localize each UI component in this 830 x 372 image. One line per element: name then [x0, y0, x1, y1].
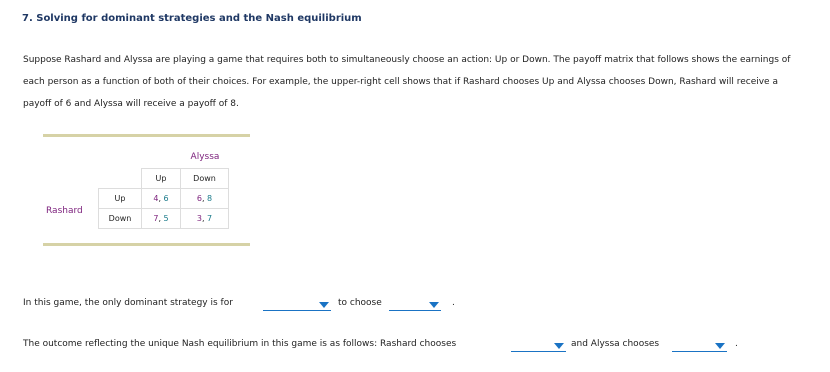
- matrix-top-rule: [43, 134, 250, 137]
- q2-alyssa-dropdown[interactable]: [672, 340, 727, 352]
- payoff-alyssa: 6: [163, 194, 169, 203]
- q2-prefix: The outcome reflecting the unique Nash equilibrium in this game is as follows: Rashard chooses: [23, 339, 457, 349]
- payoff-separator: ,: [158, 214, 164, 223]
- payoff-matrix: [98, 168, 229, 229]
- q1-player-dropdown[interactable]: [263, 299, 331, 311]
- matrix-corner: [99, 169, 142, 189]
- q2-suffix: .: [735, 339, 738, 349]
- payoff-cell-up-up: [142, 189, 181, 209]
- row-player-label: Rashard: [46, 206, 83, 216]
- payoff-alyssa: 8: [207, 194, 213, 203]
- row-header-down: Down: [99, 209, 142, 229]
- payoff-separator: ,: [201, 214, 208, 223]
- payoff-separator: ,: [201, 194, 208, 203]
- column-player-label: Alyssa: [190, 152, 220, 162]
- q1-prefix: In this game, the only dominant strategy is for: [23, 298, 233, 308]
- payoff-alyssa: 7: [207, 214, 213, 223]
- payoff-cell-down-down: [181, 209, 229, 229]
- payoff-rashard: 4: [153, 194, 159, 203]
- column-header-down: Down: [181, 169, 229, 189]
- chevron-down-icon: [715, 343, 725, 349]
- payoff-rashard: 3: [196, 214, 202, 223]
- payoff-cell-down-up: [142, 209, 181, 229]
- payoff-rashard: 7: [153, 214, 159, 223]
- question-title: 7. Solving for dominant strategies and the Nash equilibrium: [22, 13, 362, 24]
- chevron-down-icon: [319, 302, 329, 308]
- row-header-up: Up: [99, 189, 142, 209]
- q2-middle: and Alyssa chooses: [571, 339, 660, 349]
- chevron-down-icon: [554, 343, 564, 349]
- matrix-bottom-rule: [43, 243, 250, 246]
- column-header-up: Up: [142, 169, 181, 189]
- payoff-separator: ,: [158, 194, 164, 203]
- question-paragraph: Suppose Rashard and Alyssa are playing a game that requires both to simultaneously choose an action: Up or Down. The payoff matrix that follows shows the earnings of each person as a function of both of their choices. For example, the upper-right cell shows that if Rashard chooses Up and Alyssa chooses Down, Rashard will receive a payoff of 6 and Alyssa will receive a payoff of 8.: [23, 55, 791, 109]
- chevron-down-icon: [429, 302, 439, 308]
- q1-middle: to choose: [338, 298, 382, 308]
- q1-suffix: .: [452, 298, 455, 308]
- payoff-rashard: 6: [196, 194, 202, 203]
- payoff-alyssa: 5: [163, 214, 169, 223]
- q2-rashard-dropdown[interactable]: [511, 340, 566, 352]
- payoff-cell-up-down: [181, 189, 229, 209]
- q1-action-dropdown[interactable]: [389, 299, 441, 311]
